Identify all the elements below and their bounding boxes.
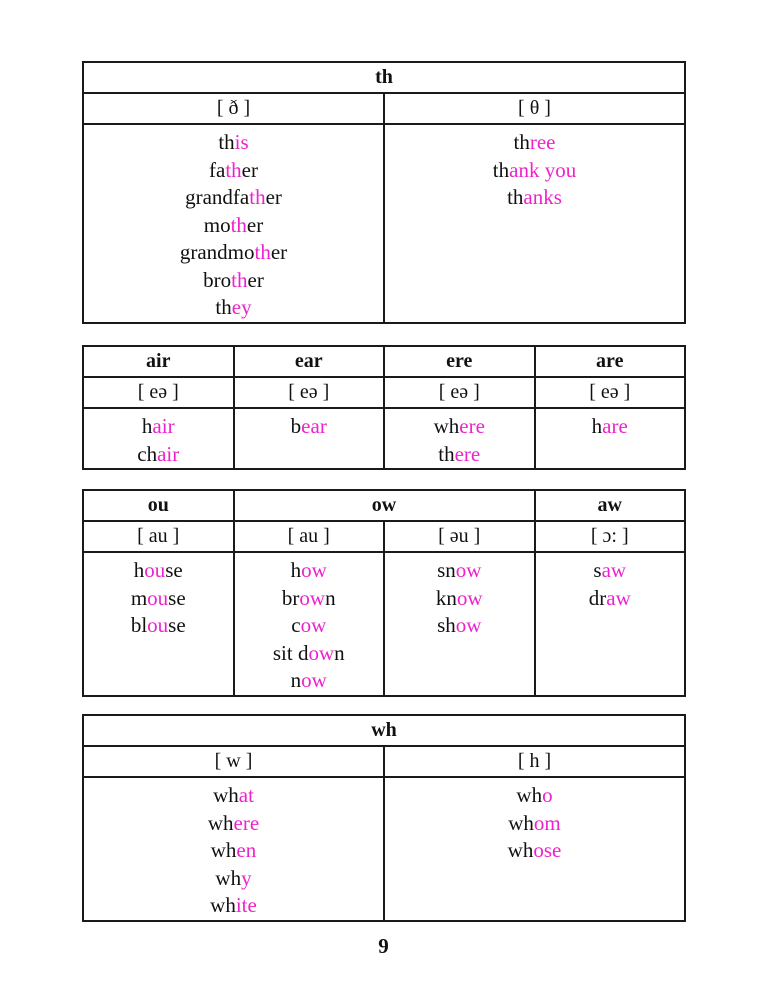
- example-word: [536, 557, 685, 585]
- highlighted-letters: th: [230, 212, 247, 237]
- example-word: [84, 441, 233, 469]
- highlighted-letters: aw: [601, 558, 627, 582]
- highlighted-letters: o: [542, 783, 553, 807]
- example-word: [385, 585, 534, 613]
- word-list: [234, 408, 385, 469]
- plain-letters: wh: [516, 783, 543, 807]
- highlighted-letters: ow: [455, 613, 482, 637]
- example-word: [385, 157, 684, 185]
- air-table: [82, 345, 686, 470]
- highlighted-letters: ere: [459, 414, 485, 438]
- plain-letters: se: [168, 585, 186, 610]
- plain-letters: wh: [433, 414, 460, 438]
- example-word: [235, 667, 384, 695]
- wh-table: [82, 714, 686, 922]
- plain-letters: sh: [437, 613, 456, 637]
- highlighted-letters: ear: [301, 414, 327, 438]
- example-word: [84, 413, 233, 441]
- plain-letters: er: [241, 157, 258, 182]
- highlighted-letters: th: [249, 185, 266, 209]
- example-word: [84, 239, 383, 267]
- th-table: [82, 61, 686, 324]
- example-word: [84, 212, 383, 240]
- plain-letters: wh: [210, 893, 236, 917]
- example-word: [235, 640, 384, 668]
- highlighted-letters: air: [152, 414, 175, 438]
- example-word: [84, 157, 383, 185]
- sound-air: [ eə ]: [83, 377, 234, 408]
- highlighted-letters: ou: [147, 585, 169, 610]
- plain-letters: sn: [437, 558, 456, 582]
- plain-letters: wh: [213, 783, 239, 807]
- example-word: [385, 184, 684, 212]
- plain-letters: h: [133, 558, 145, 582]
- plain-letters: th: [215, 295, 232, 319]
- example-word: [385, 557, 534, 585]
- highlighted-letters: th: [225, 157, 242, 182]
- example-word: [84, 184, 383, 212]
- plain-letters: wh: [215, 865, 242, 890]
- word-list: [535, 552, 686, 696]
- plain-letters: h: [141, 414, 153, 438]
- word-list: [384, 408, 535, 469]
- highlighted-letters: ou: [144, 558, 166, 582]
- sound-ow-ou: [ əu ]: [384, 521, 535, 552]
- sound-wh-h: [ h ]: [384, 746, 685, 777]
- word-list: [384, 552, 535, 696]
- plain-letters: th: [218, 130, 235, 154]
- highlighted-letters: anks: [523, 185, 562, 209]
- example-word: [385, 129, 684, 157]
- wh-header: wh: [83, 715, 685, 746]
- example-word: [84, 865, 383, 893]
- example-word: [235, 585, 384, 613]
- word-list: [83, 777, 384, 921]
- sound-wh-w: [ w ]: [83, 746, 384, 777]
- example-word: [84, 892, 383, 920]
- highlighted-letters: is: [234, 130, 249, 154]
- highlighted-letters: ow: [299, 585, 326, 610]
- th-header: th: [83, 62, 685, 93]
- example-word: [385, 413, 534, 441]
- highlighted-letters: ite: [235, 893, 257, 917]
- highlighted-letters: y: [241, 865, 252, 890]
- header-ow: ow: [234, 490, 535, 521]
- highlighted-letters: ou: [147, 613, 169, 637]
- example-word: [385, 441, 534, 469]
- plain-letters: th: [438, 441, 455, 466]
- plain-letters: m: [130, 585, 148, 610]
- highlighted-letters: th: [254, 240, 271, 264]
- highlighted-letters: ere: [454, 441, 481, 466]
- example-word: [536, 413, 685, 441]
- word-list: [535, 408, 686, 469]
- example-word: [385, 612, 534, 640]
- plain-letters: h: [290, 558, 302, 582]
- plain-letters: grandfa: [185, 185, 250, 209]
- plain-letters: ch: [137, 441, 158, 466]
- highlighted-letters: ow: [300, 613, 327, 637]
- example-word: [235, 612, 384, 640]
- plain-letters: kn: [435, 585, 457, 610]
- plain-letters: c: [291, 613, 301, 637]
- plain-letters: wh: [507, 838, 534, 862]
- header-air: air: [83, 346, 234, 377]
- plain-letters: dr: [588, 585, 607, 610]
- example-word: [84, 557, 233, 585]
- plain-letters: wh: [207, 810, 234, 835]
- sound-voiceless-th: [ θ ]: [384, 93, 685, 124]
- plain-letters: n: [290, 668, 302, 692]
- example-word: [84, 129, 383, 157]
- word-list: [384, 777, 685, 921]
- highlighted-letters: ank you: [509, 157, 577, 182]
- example-word: [235, 557, 384, 585]
- plain-letters: bro: [203, 267, 232, 292]
- sound-voiced-th: [ ð ]: [83, 93, 384, 124]
- plain-letters: se: [165, 558, 183, 582]
- highlighted-letters: air: [157, 441, 180, 466]
- word-list: [83, 408, 234, 469]
- header-ere: ere: [384, 346, 535, 377]
- plain-letters: th: [507, 185, 524, 209]
- example-word: [235, 413, 384, 441]
- sound-ere: [ eə ]: [384, 377, 535, 408]
- example-word: [385, 810, 684, 838]
- highlighted-letters: ow: [455, 558, 482, 582]
- plain-letters: wh: [210, 838, 237, 862]
- highlighted-letters: at: [238, 783, 254, 807]
- highlighted-letters: om: [533, 810, 561, 835]
- header-ou: ou: [83, 490, 234, 521]
- plain-letters: b: [290, 414, 302, 438]
- example-word: [84, 782, 383, 810]
- sound-ear: [ eə ]: [234, 377, 385, 408]
- example-word: [84, 810, 383, 838]
- example-word: [84, 837, 383, 865]
- word-list: [83, 552, 234, 696]
- ou-ow-aw-table: [82, 489, 686, 697]
- sound-ou: [ au ]: [83, 521, 234, 552]
- header-ear: ear: [234, 346, 385, 377]
- plain-letters: er: [270, 240, 288, 264]
- page-number: 9: [378, 934, 389, 958]
- plain-letters: er: [265, 185, 282, 209]
- example-word: [536, 585, 685, 613]
- highlighted-letters: aw: [606, 585, 631, 610]
- example-word: [84, 585, 233, 613]
- sound-aw: [ ɔ: ]: [535, 521, 686, 552]
- highlighted-letters: ow: [308, 640, 335, 665]
- sound-ow-au: [ au ]: [234, 521, 385, 552]
- example-word: [385, 837, 684, 865]
- plain-letters: er: [247, 267, 264, 292]
- highlighted-letters: are: [602, 414, 628, 438]
- highlighted-letters: ow: [456, 585, 483, 610]
- plain-letters: grandmo: [179, 240, 255, 264]
- example-word: [84, 267, 383, 295]
- sound-are: [ eə ]: [535, 377, 686, 408]
- plain-letters: n: [334, 640, 345, 665]
- highlighted-letters: ree: [529, 130, 556, 154]
- word-list: [234, 552, 385, 696]
- highlighted-letters: th: [231, 267, 248, 292]
- word-list: [384, 124, 685, 323]
- example-word: [385, 782, 684, 810]
- word-list: [83, 124, 384, 323]
- plain-letters: er: [246, 212, 264, 237]
- highlighted-letters: en: [236, 838, 257, 862]
- plain-letters: s: [593, 558, 602, 582]
- plain-letters: mo: [203, 212, 231, 237]
- header-aw: aw: [535, 490, 686, 521]
- plain-letters: n: [325, 585, 336, 610]
- plain-letters: br: [281, 585, 300, 610]
- plain-letters: h: [591, 414, 603, 438]
- plain-letters: th: [492, 157, 510, 182]
- plain-letters: th: [513, 130, 530, 154]
- header-are: are: [535, 346, 686, 377]
- plain-letters: sit d: [272, 640, 309, 665]
- example-word: [84, 294, 383, 322]
- highlighted-letters: ow: [301, 668, 327, 692]
- highlighted-letters: ere: [233, 810, 260, 835]
- highlighted-letters: ow: [301, 558, 327, 582]
- plain-letters: fa: [209, 157, 226, 182]
- example-word: [84, 612, 233, 640]
- highlighted-letters: ey: [231, 295, 252, 319]
- plain-letters: se: [168, 613, 186, 637]
- plain-letters: bl: [130, 613, 148, 637]
- highlighted-letters: ose: [533, 838, 562, 862]
- plain-letters: wh: [508, 810, 534, 835]
